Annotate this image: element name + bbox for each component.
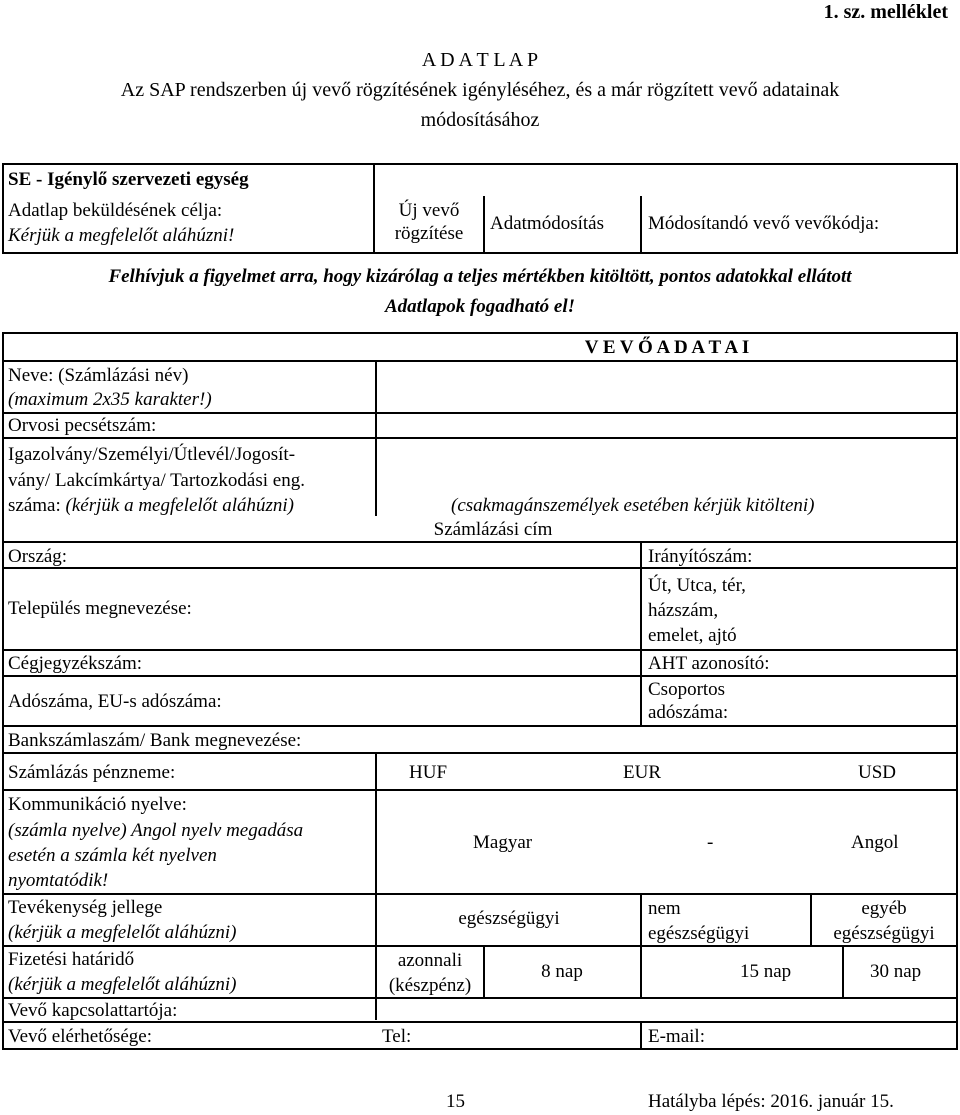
id-label-2: vány/ Lakcímkártya/ Tartozkodási eng. — [8, 470, 305, 491]
notice-line-2: Adatlapok fogadható el! — [384, 296, 575, 317]
aht-label: AHT azonosító: — [648, 653, 770, 674]
payment-8-days[interactable]: 8 nap — [541, 961, 583, 982]
activity-other-healthcare[interactable]: egyéb egészségügyi — [833, 898, 935, 944]
activity-hint: (kérjük a megfelelőt aláhúzni) — [8, 922, 237, 943]
activity-non-healthcare[interactable]: nem egészségügyi — [648, 898, 750, 944]
billing-address-heading: Számlázási cím — [433, 519, 553, 540]
language-hint: (számla nyelve) Angol nyelv megadása esetén a számla két nyelven nyomtatódik! — [8, 820, 304, 891]
country-label: Ország: — [8, 546, 68, 567]
requesting-unit-label: SE - Igénylő szervezeti egység — [8, 169, 249, 190]
billing-name-field[interactable] — [379, 364, 953, 410]
currency-eur[interactable]: EUR — [623, 762, 661, 783]
bank-account-label: Bankszámlaszám/ Bank megnevezése: — [8, 730, 302, 751]
billing-name-hint: (maximum 2x35 karakter!) — [8, 389, 212, 410]
id-label-1: Igazolvány/Személyi/Útlevél/Jogosít- — [8, 444, 296, 465]
currency-label: Számlázás pénzneme: — [8, 762, 176, 783]
company-reg-label: Cégjegyzékszám: — [8, 653, 143, 674]
id-underline-hint: (kérjük a megfelelőt aláhúzni) — [65, 495, 294, 516]
stamp-number-field[interactable] — [379, 415, 953, 435]
page-number: 15 — [446, 1091, 465, 1112]
zip-label: Irányítószám: — [648, 546, 753, 567]
group-tax-label: Csoportos adószáma: — [648, 679, 729, 723]
form-subtitle-2: módosításához — [420, 109, 540, 131]
language-label: Kommunikáció nyelve: — [8, 794, 187, 815]
billing-name-label: Neve: (Számlázási név) — [8, 365, 189, 386]
form-title: A D A T L A P — [421, 49, 539, 71]
currency-huf[interactable]: HUF — [409, 762, 448, 783]
payment-label: Fizetési határidő — [8, 949, 135, 970]
contact-person-label: Vevő kapcsolattartója: — [8, 1000, 178, 1021]
effective-date: Hatályba lépés: 2016. január 15. — [648, 1091, 894, 1112]
tax-number-label: Adószáma, EU-s adószáma: — [8, 691, 222, 712]
stamp-number-label: Orvosi pecsétszám: — [8, 415, 157, 436]
notice-line-1: Felhívjuk a figyelmet arra, hogy kizárólag a teljes mértékben kitöltött, pontos adatokkal ellátott — [108, 266, 852, 287]
private-person-hint: (csakmagánszemélyek esetében kérjük kitölteni) — [451, 495, 815, 516]
email-label: E-mail: — [648, 1026, 705, 1047]
contact-person-field[interactable] — [379, 999, 953, 1019]
payment-immediate[interactable]: azonnali (készpénz) — [388, 950, 472, 996]
phone-label: Tel: — [382, 1026, 412, 1047]
contact-reach-label: Vevő elérhetősége: — [8, 1026, 153, 1047]
currency-usd[interactable]: USD — [858, 762, 897, 783]
payment-15-days[interactable]: 15 nap — [740, 961, 792, 982]
payment-30-days[interactable]: 30 nap — [870, 961, 922, 982]
id-label-3 — [8, 494, 294, 517]
form-subtitle-1: Az SAP rendszerben új vevő rögzítésének igényléséhez, és a már rögzített vevő adatainak — [120, 79, 840, 101]
language-english[interactable]: Angol — [851, 832, 899, 853]
activity-label: Tevékenység jellege — [8, 897, 163, 918]
purpose-label: Adatlap beküldésének célja: — [8, 200, 223, 221]
option-new-customer[interactable]: Új vevő rögzítése — [394, 200, 464, 244]
city-label: Település megnevezése: — [8, 598, 192, 619]
activity-healthcare[interactable]: egészségügyi — [458, 908, 560, 929]
street-label: Út, Utca, tér, házszám, emelet, ajtó — [648, 575, 746, 646]
id-number-label: száma: — [8, 495, 61, 516]
modify-customer-code-label: Módosítandó vevő vevőkódja: — [648, 213, 880, 234]
customer-data-header: V E V Ő A D A T A I — [584, 337, 750, 358]
option-data-modification[interactable]: Adatmódosítás — [490, 213, 604, 234]
annex-label: 1. sz. melléklet — [823, 1, 948, 23]
language-separator: - — [707, 832, 714, 853]
payment-hint: (kérjük a megfelelőt aláhúzni) — [8, 974, 237, 995]
language-hungarian[interactable]: Magyar — [473, 832, 533, 853]
underline-hint: Kérjük a megfelelőt aláhúzni! — [8, 225, 235, 246]
